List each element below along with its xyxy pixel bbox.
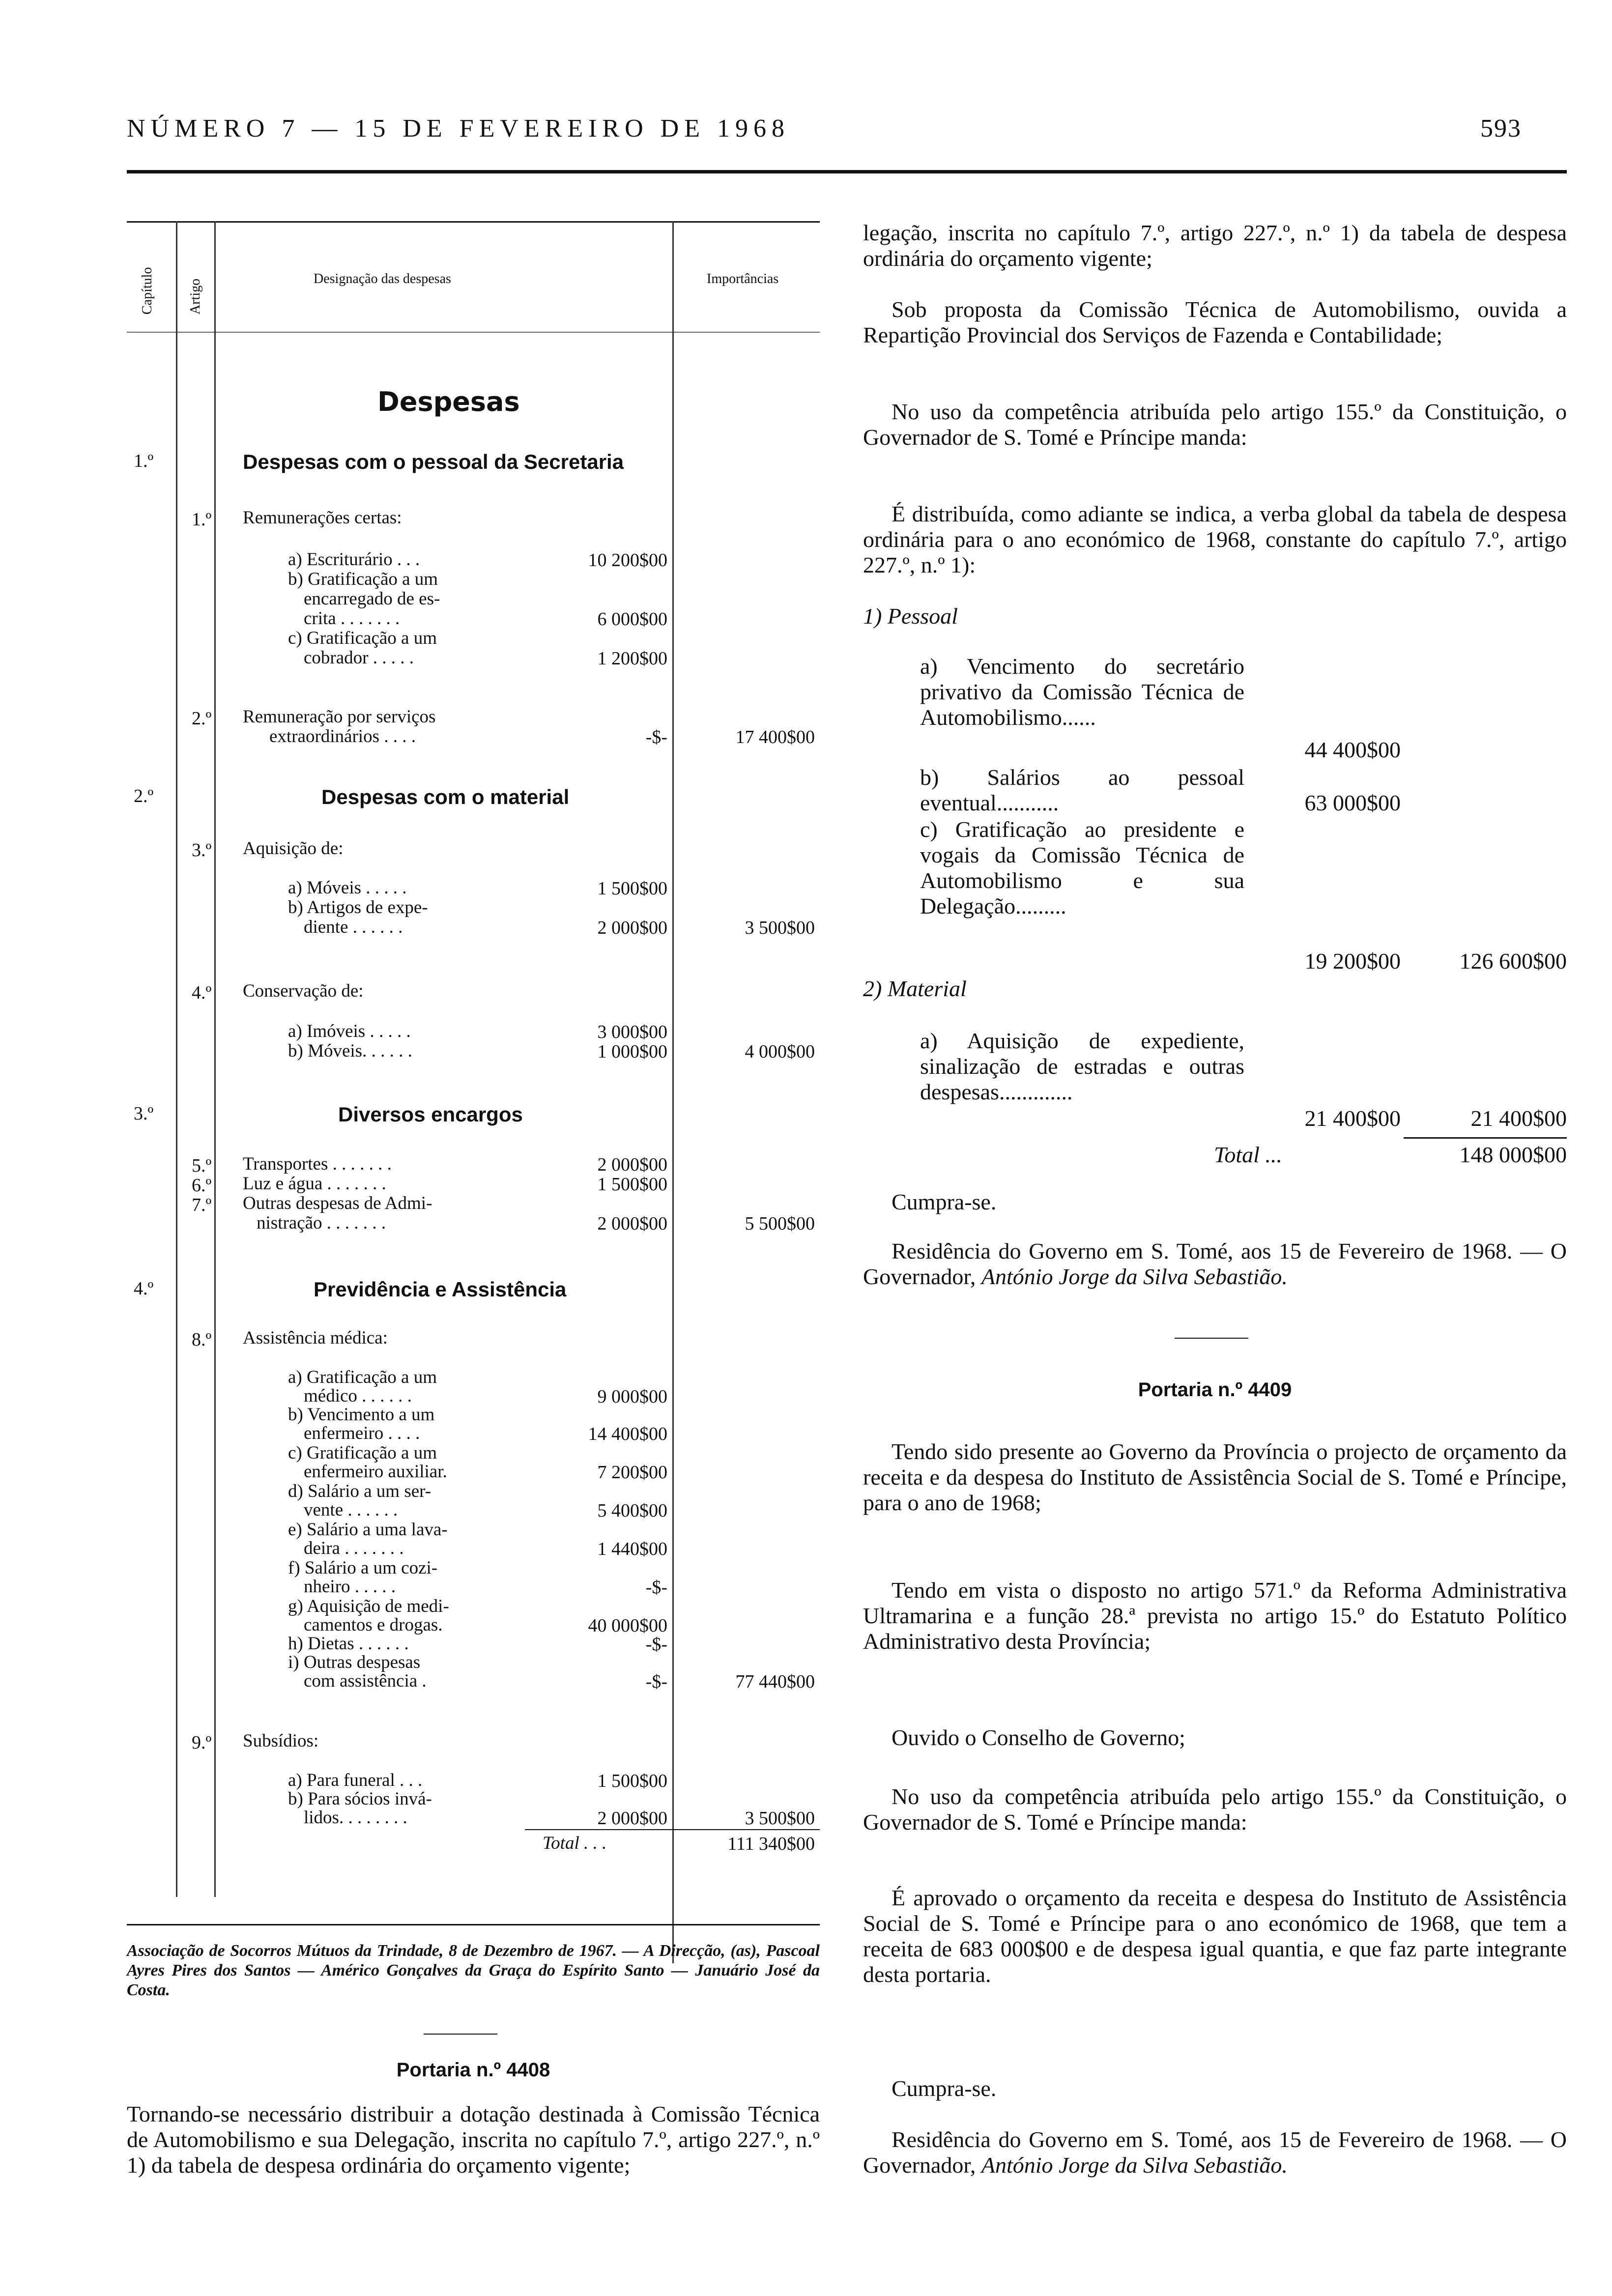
- line-item: b) Artigos de expe-: [288, 897, 428, 918]
- portaria-4409-p4: No uso da competência atribuída pelo artigo 155.º da Constituição, o Governador de S. Tomé e Príncipe manda:: [863, 1784, 1567, 1835]
- line-item: Transportes . . . . . . .: [243, 1154, 392, 1174]
- col-divider-3: [672, 221, 674, 1963]
- section-pessoal: 1) Pessoal: [863, 603, 958, 629]
- line-item: b) Para sócios invá-: [288, 1789, 432, 1809]
- line-amount: 9 000$00: [597, 1386, 667, 1407]
- subtotal-pessoal: 126 600$00: [1459, 948, 1567, 974]
- chapter-title: Diversos encargos: [338, 1103, 523, 1126]
- grand-total-value: 111 340$00: [727, 1834, 815, 1854]
- line-item: a) Móveis . . . . .: [288, 878, 407, 898]
- header-rule: [127, 170, 1567, 173]
- line-amount: 14 400$00: [588, 1424, 667, 1444]
- line-amount: 1 500$00: [597, 878, 667, 899]
- line-item: encarregado de es-: [304, 589, 440, 609]
- line-item: médico . . . . . .: [304, 1386, 412, 1406]
- line-amount: 1 000$00: [597, 1041, 667, 1062]
- article-label: Subsídios:: [243, 1731, 319, 1751]
- col-artigo-header: Artigo: [188, 278, 203, 315]
- portaria-4409-p1: Tendo sido presente ao Governo da Província o projecto de orçamento da receita e da despesa do Instituto de Assistência Social de S. Tomé e Príncipe, para o ano de 1968;: [863, 1439, 1567, 1515]
- line-item: d) Salário a um ser-: [288, 1481, 432, 1501]
- article-total: 4 000$00: [745, 1041, 815, 1062]
- budget-table: [127, 221, 820, 1998]
- signature-block: Associação de Socorros Mútuos da Trindade, 8 de Dezembro de 1967. — A Direcção, (as), Pascoal Ayres Pires dos Santos — Américo Gonçalves da Graça do Espírito Santo — Januário José da Costa.: [127, 1942, 820, 1999]
- article-number: 9.º: [192, 1732, 212, 1753]
- total-rule: [525, 1829, 820, 1830]
- line-amount: 40 000$00: [588, 1615, 667, 1636]
- portaria-4409-p5: É aprovado o orçamento da receita e despesa do Instituto de Assistência Social de S. Tomé e Príncipe para o ano económico de 1968, que tem a receita de 683 000$00 e de despesa igual quantia, e que faz parte integrante desta portaria.: [863, 1885, 1567, 1987]
- portaria-4408-p4: É distribuída, como adiante se indica, a verba global da tabela de despesa ordinária para o ano económico de 1968, constante do capítulo 7.º, artigo 227.º, n.º 1):: [863, 501, 1567, 577]
- article-total: 5 500$00: [745, 1213, 815, 1234]
- line-item: g) Aquisição de medi-: [288, 1596, 449, 1616]
- col-importancias-header: Importâncias: [707, 271, 779, 287]
- line-item: a) Gratificação a um: [288, 1367, 437, 1387]
- line-item: nistração . . . . . . .: [257, 1213, 386, 1233]
- line-item: f) Salário a um cozi-: [288, 1558, 438, 1578]
- line-item: camentos e drogas.: [304, 1615, 443, 1635]
- residencia-text: Residência do Governo em S. Tomé, aos 15 de Fevereiro de 1968. — O Governador,: [863, 1238, 1567, 1289]
- col-divider-1: [176, 221, 177, 1897]
- separator: [1175, 1338, 1248, 1339]
- chapter-title: Previdência e Assistência: [314, 1278, 567, 1301]
- article-label: Remunerações certas:: [243, 508, 402, 528]
- article-number: 5.º: [192, 1155, 212, 1176]
- item-a: a) Vencimento do secretário privativo da Comissão Técnica de Automobilismo......: [920, 654, 1244, 730]
- line-item: i) Outras despesas: [288, 1652, 421, 1672]
- line-item: enfermeiro . . . .: [304, 1423, 420, 1443]
- col-designacao-header: Designação das despesas: [314, 271, 451, 287]
- line-amount: 1 200$00: [597, 648, 667, 669]
- item-c: c) Gratificação ao presidente e vogais da Comissão Técnica de Automobilismo e sua Delegação.........: [920, 817, 1244, 918]
- line-item: Remuneração por serviços: [243, 707, 436, 727]
- governor-name: António Jorge da Silva Sebastião.: [981, 1264, 1288, 1289]
- article-label: Conservação de:: [243, 981, 364, 1001]
- article-number: 4.º: [192, 982, 212, 1003]
- table-title: Despesas: [377, 386, 520, 417]
- total-value: 148 000$00: [1459, 1142, 1567, 1167]
- line-item: c) Gratificação a um: [288, 1443, 437, 1463]
- chapter-number: 3.º: [134, 1103, 154, 1124]
- article-total: 3 500$00: [745, 918, 815, 938]
- article-number: 7.º: [192, 1195, 212, 1215]
- portaria-4409-title: Portaria n.º 4409: [1138, 1379, 1292, 1401]
- chapter-title: Despesas com o material: [321, 785, 570, 808]
- line-item: crita . . . . . . .: [304, 608, 400, 629]
- item-material: a) Aquisição de expediente, sinalização de estradas e outras despesas.............: [920, 1028, 1244, 1104]
- line-amount: -$-: [645, 1671, 667, 1692]
- intro-continuation: legação, inscrita no capítulo 7.º, artigo 227.º, n.º 1) da tabela de despesa ordinária do orçamento vigente;: [863, 220, 1567, 271]
- line-amount: 2 000$00: [597, 918, 667, 938]
- line-item: com assistência .: [304, 1671, 427, 1691]
- line-item: diente . . . . . .: [304, 917, 403, 937]
- line-item: b) Gratificação a um: [288, 569, 438, 589]
- chapter-number: 2.º: [134, 786, 154, 806]
- item-material-amount: 21 400$00: [1304, 1106, 1401, 1131]
- chapter-title: Despesas com o pessoal da Secretaria: [243, 450, 624, 473]
- line-item: b) Móveis. . . . . .: [288, 1041, 412, 1061]
- line-amount: 1 440$00: [597, 1539, 667, 1559]
- governor-name: António Jorge da Silva Sebastião.: [981, 2152, 1288, 2178]
- col-divider-2: [214, 221, 216, 1897]
- line-item: Luz e água . . . . . . .: [243, 1174, 386, 1194]
- portaria-4409-p3: Ouvido o Conselho de Governo;: [892, 1725, 1185, 1750]
- article-number: 2.º: [192, 708, 212, 729]
- residencia-4408: [863, 1238, 1567, 1290]
- line-amount: 2 000$00: [597, 1808, 667, 1829]
- section-material: 2) Material: [863, 976, 967, 1001]
- chapter-number: 1.º: [134, 451, 154, 471]
- residencia-text: Residência do Governo em S. Tomé, aos 15 de Fevereiro de 1968. — O Governador,: [863, 2127, 1567, 2178]
- table-bottom-rule: [127, 1924, 820, 1925]
- line-item: e) Salário a uma lava-: [288, 1520, 448, 1540]
- portaria-4408-intro: Tornando-se necessário distribuir a dotação destinada à Comissão Técnica de Automobilismo e sua Delegação, inscrita no capítulo 7.º, artigo 227.º, n.º 1) da tabela de despesa ordinária do orçamento vigente;: [127, 2101, 820, 2178]
- line-item: lidos. . . . . . . .: [304, 1808, 407, 1828]
- item-a-amount: 44 400$00: [1304, 737, 1401, 762]
- article-total: 17 400$00: [735, 727, 815, 747]
- line-item: nheiro . . . . .: [304, 1577, 396, 1597]
- article-total: 3 500$00: [745, 1808, 815, 1829]
- line-item: Outras despesas de Admi-: [243, 1193, 432, 1213]
- line-item: extraordinários . . . .: [269, 726, 416, 746]
- line-amount: 6 000$00: [597, 609, 667, 630]
- portaria-4408-p2: Sob proposta da Comissão Técnica de Automobilismo, ouvida a Repartição Provincial dos Serviços de Fazenda e Contabilidade;: [863, 297, 1567, 347]
- chapter-number: 4.º: [134, 1278, 154, 1299]
- line-amount: 1 500$00: [597, 1771, 667, 1791]
- article-number: 8.º: [192, 1329, 212, 1350]
- line-item: a) Imóveis . . . . .: [288, 1021, 411, 1041]
- portaria-4408-p3: No uso da competência atribuída pelo artigo 155.º da Constituição, o Governador de S. Tomé e Príncipe manda:: [863, 399, 1567, 450]
- line-amount: 3 000$00: [597, 1022, 667, 1042]
- item-b-amount: 63 000$00: [1304, 790, 1401, 815]
- line-item: a) Escriturário . . .: [288, 549, 420, 570]
- portaria-4408-continuation: [863, 220, 1567, 271]
- line-item: cobrador . . . . .: [304, 648, 414, 668]
- table-header-rule: [127, 332, 820, 333]
- line-amount: -$-: [645, 1634, 667, 1655]
- separator: [424, 2034, 497, 2035]
- portaria-4408-title: Portaria n.º 4408: [396, 2059, 550, 2081]
- article-number: 1.º: [192, 509, 212, 530]
- article-number: 6.º: [192, 1175, 212, 1196]
- line-amount: 7 200$00: [597, 1462, 667, 1483]
- grand-total-label: Total . . .: [543, 1833, 607, 1853]
- line-item: vente . . . . . .: [304, 1500, 398, 1520]
- line-item: b) Vencimento a um: [288, 1405, 435, 1425]
- article-label: Assistência médica:: [243, 1328, 388, 1348]
- table-top-rule: [127, 221, 820, 223]
- line-item: a) Para funeral . . .: [288, 1770, 423, 1790]
- col-capitulo-header: Capítulo: [140, 267, 155, 315]
- line-item: h) Dietas . . . . . .: [288, 1634, 409, 1654]
- line-amount: 2 000$00: [597, 1213, 667, 1234]
- cumpra-se-4409: Cumpra-se.: [892, 2076, 997, 2101]
- page-header-title: NÚMERO 7 — 15 DE FEVEREIRO DE 1968: [127, 115, 790, 143]
- article-label: Aquisição de:: [243, 838, 344, 859]
- line-amount: 10 200$00: [588, 550, 667, 571]
- line-item: deira . . . . . . .: [304, 1538, 404, 1558]
- total-rule-right: [1404, 1137, 1567, 1139]
- cumpra-se: Cumpra-se.: [892, 1189, 997, 1214]
- item-c-amount: 19 200$00: [1304, 948, 1401, 974]
- total-label: Total ...: [1214, 1142, 1282, 1167]
- residencia-4409: [863, 2127, 1567, 2178]
- line-item: enfermeiro auxiliar.: [304, 1462, 447, 1482]
- line-amount: 2 000$00: [597, 1154, 667, 1175]
- portaria-4409-p2: Tendo em vista o disposto no artigo 571.º da Reforma Administrativa Ultramarina e a função 28.ª prevista no artigo 15.º do Estatuto Político Administrativo desta Província;: [863, 1578, 1567, 1654]
- article-total: 77 440$00: [735, 1671, 815, 1692]
- line-item: c) Gratificação a um: [288, 628, 437, 648]
- item-b: b) Salários ao pessoal eventual...........: [920, 765, 1244, 815]
- article-number: 3.º: [192, 840, 212, 861]
- line-amount: -$-: [645, 1577, 667, 1598]
- line-amount: 5 400$00: [597, 1500, 667, 1521]
- subtotal-material: 21 400$00: [1470, 1106, 1567, 1131]
- line-amount: -$-: [645, 727, 667, 747]
- line-amount: 1 500$00: [597, 1174, 667, 1195]
- page-number: 593: [1480, 115, 1522, 143]
